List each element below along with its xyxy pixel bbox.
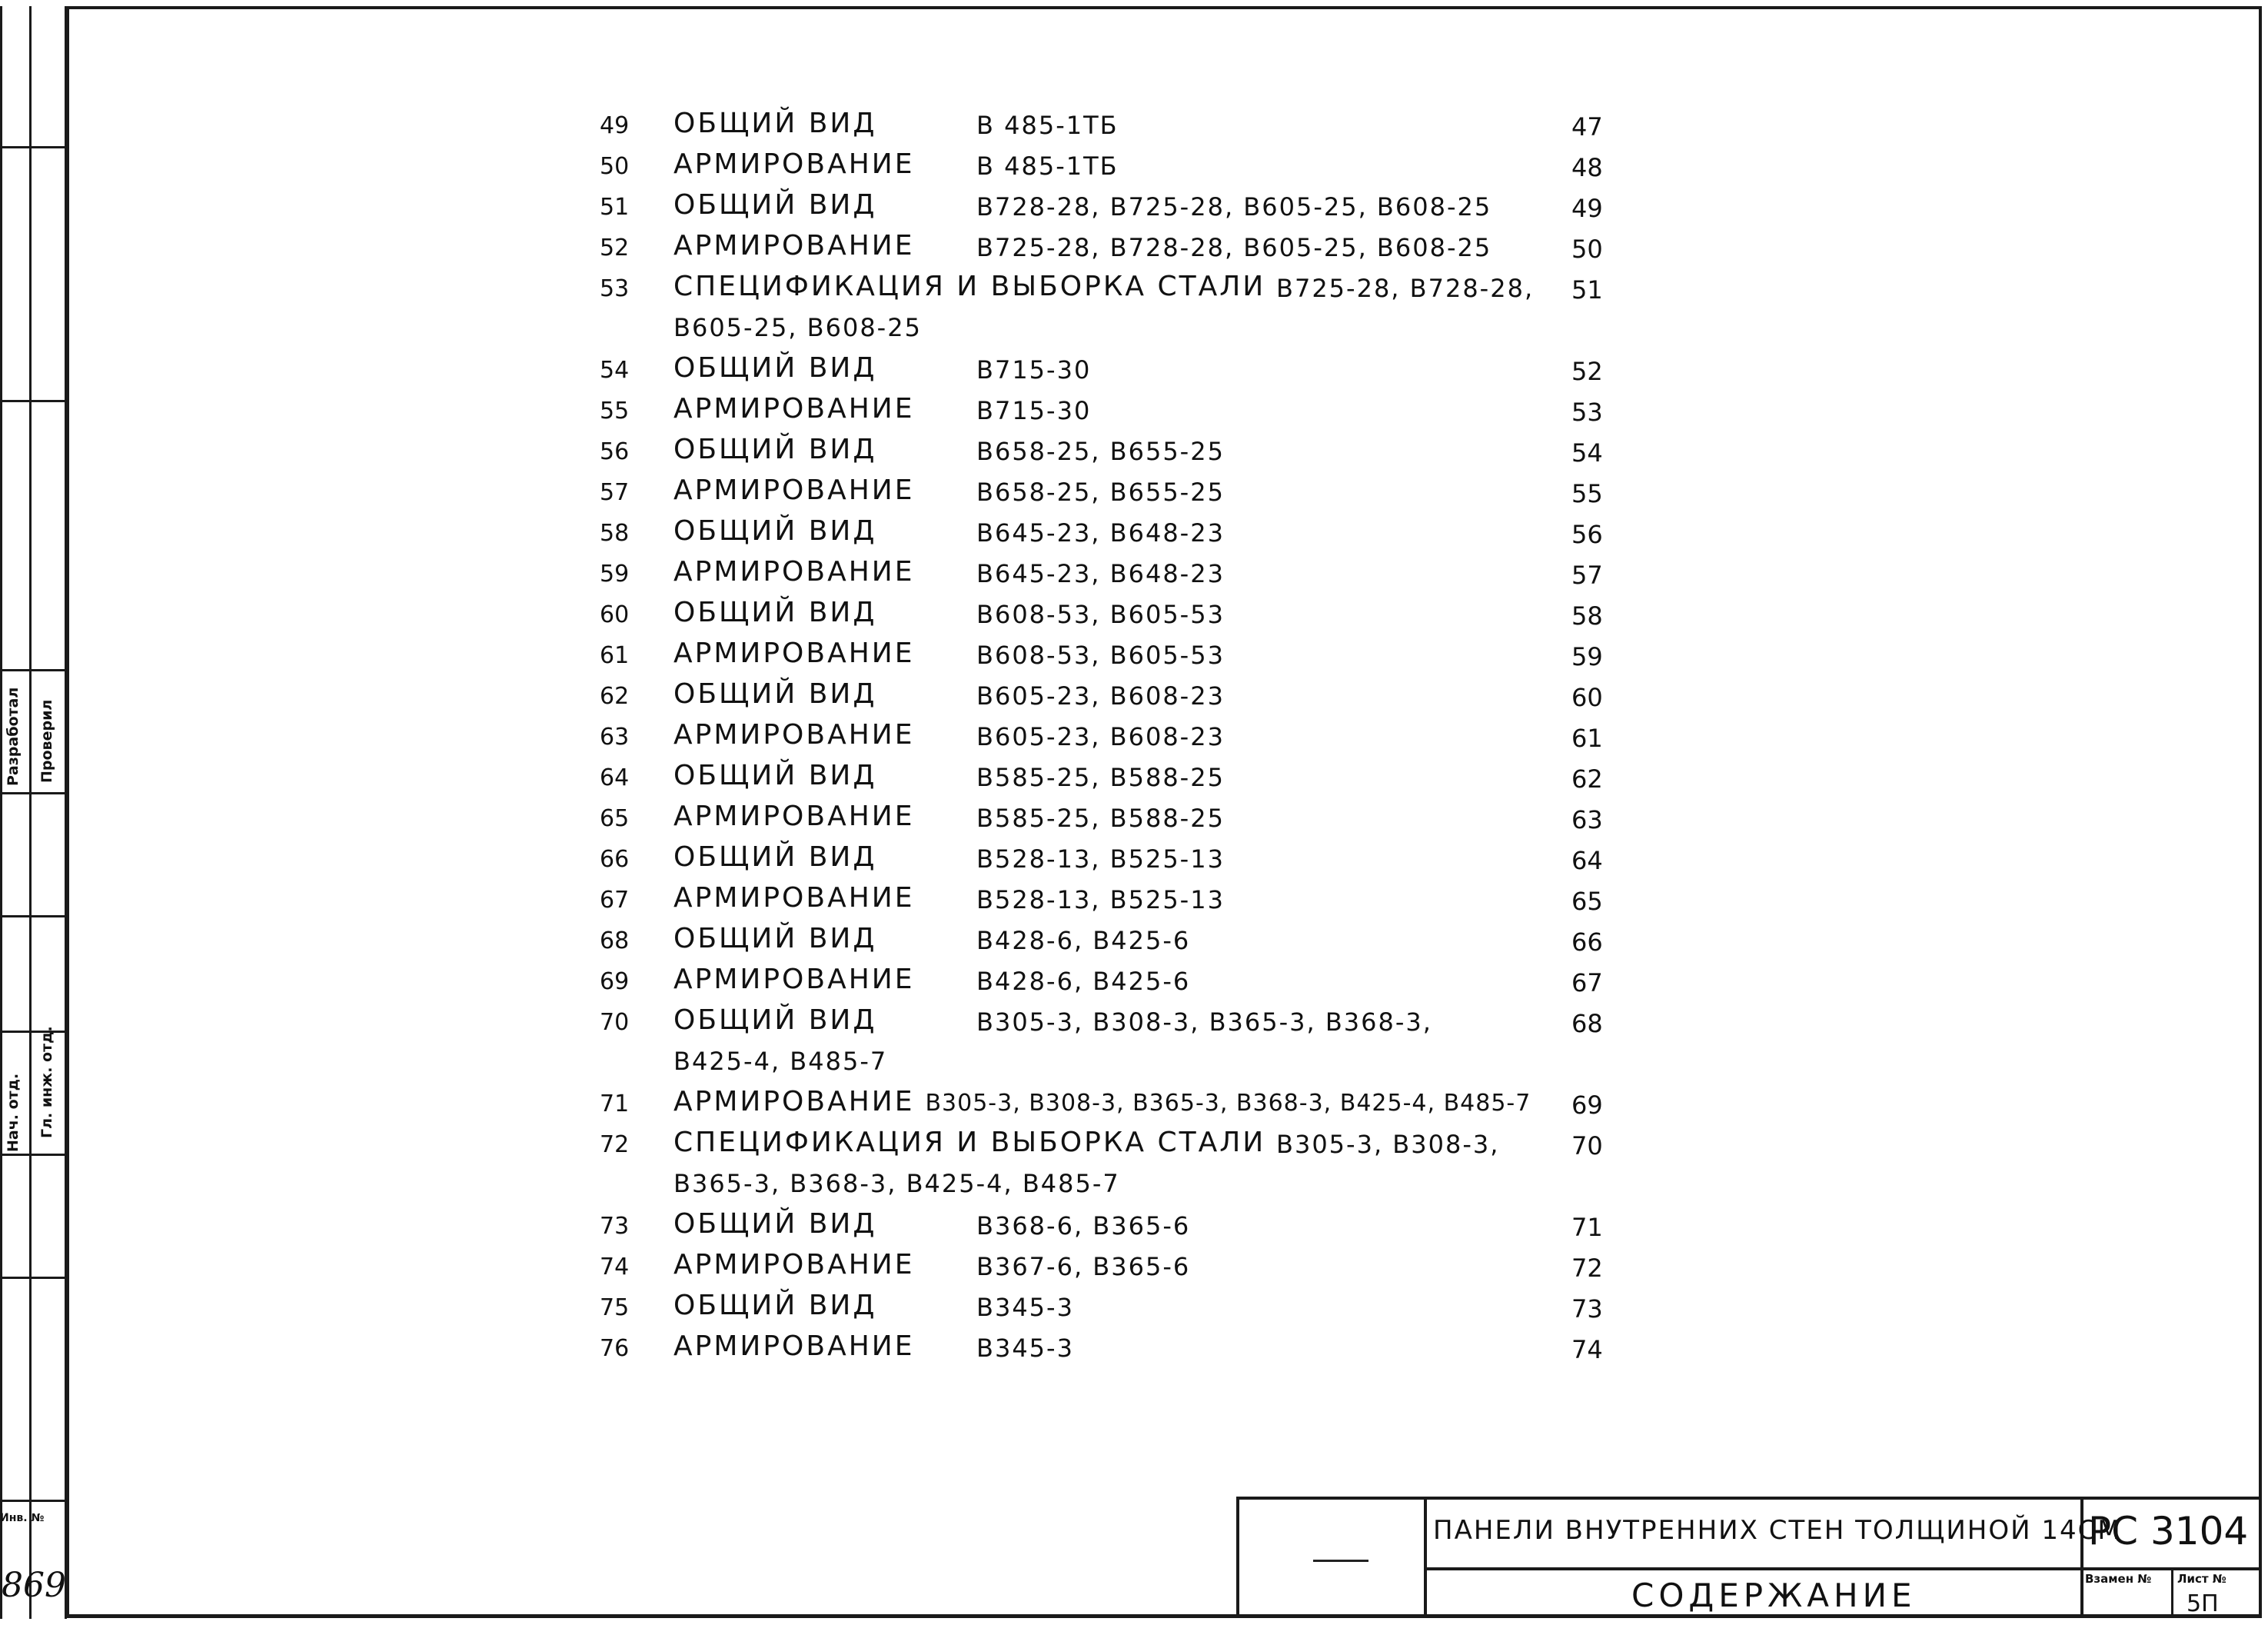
item-page: 58: [1571, 601, 1603, 631]
item-number: 73: [600, 1213, 630, 1240]
title-block-title: ПАНЕЛИ ВНУТРЕННИХ СТЕН ТОЛЩИНОЙ 14СМ: [1433, 1515, 2122, 1546]
strip-border-outer: [0, 6, 2, 1619]
item-title: АРМИРОВАНИЕ: [673, 964, 915, 995]
item-number: 53: [600, 275, 630, 302]
strip-rule: [0, 915, 66, 917]
item-title: ОБЩИЙ ВИД: [673, 1004, 877, 1036]
strip-label-chief-engineer: Гл. инж. отд.: [38, 1026, 55, 1138]
item-number: 50: [600, 153, 630, 180]
item-page: 55: [1571, 479, 1603, 508]
item-title: АРМИРОВАНИЕ: [673, 801, 915, 832]
item-codes: В428-6, В425-6: [976, 926, 1191, 955]
item-codes: В608-53, В605-53: [976, 641, 1225, 670]
item-page: 54: [1571, 438, 1603, 468]
contents-row: [600, 148, 1630, 189]
item-number: 59: [600, 561, 630, 588]
item-title: СПЕЦИФИКАЦИЯ И ВЫБОРКА СТАЛИ: [673, 1127, 1266, 1158]
contents-row: [600, 719, 1630, 760]
item-title: АРМИРОВАНИЕ: [673, 148, 915, 180]
item-page: 48: [1571, 153, 1603, 182]
contents-row: [600, 841, 1630, 882]
item-number: 67: [600, 887, 630, 914]
item-page: 68: [1571, 1009, 1603, 1038]
contents-row: [600, 1330, 1630, 1371]
item-number: 56: [600, 438, 630, 465]
title-block-divider: [1424, 1567, 2262, 1570]
item-page: 57: [1571, 561, 1603, 590]
item-codes: В367-6, В365-6: [976, 1252, 1191, 1281]
item-codes-continuation: В365-3, В368-3, В425-4, В485-7: [673, 1169, 1120, 1198]
item-codes: В428-6, В425-6: [976, 967, 1191, 996]
item-page: 67: [1571, 968, 1603, 997]
strip-rule: [0, 669, 66, 671]
title-block-divider: [1424, 1500, 1427, 1618]
item-codes: В608-53, В605-53: [976, 600, 1225, 629]
contents-row: [600, 1208, 1630, 1249]
item-page: 56: [1571, 520, 1603, 549]
item-codes: В 485-1ТБ: [976, 111, 1119, 140]
item-codes: В605-23, В608-23: [976, 681, 1225, 711]
title-block-code: РС 3104: [2088, 1509, 2249, 1553]
item-number: 55: [600, 398, 630, 425]
strip-inventory-number: 869: [2, 1566, 66, 1605]
item-number: 58: [600, 520, 630, 547]
strip-rule: [0, 1154, 66, 1156]
item-page: 52: [1571, 357, 1603, 386]
contents-row: [600, 882, 1630, 923]
item-title-line: [673, 1086, 1531, 1117]
item-page: 71: [1571, 1213, 1603, 1242]
item-codes: В305-3, В308-3, В365-3, В368-3,: [976, 1007, 1432, 1037]
title-block-dash: [1313, 1560, 1368, 1562]
item-page: 64: [1571, 846, 1603, 875]
item-title: ОБЩИЙ ВИД: [673, 515, 877, 547]
contents-row: [600, 597, 1630, 638]
item-number: 65: [600, 805, 630, 832]
item-number: 70: [600, 1009, 630, 1036]
item-title: АРМИРОВАНИЕ: [673, 1086, 915, 1117]
item-codes: В715-30: [976, 396, 1092, 425]
title-block-divider: [2171, 1567, 2173, 1618]
contents-row: [600, 515, 1630, 556]
item-number: 71: [600, 1091, 630, 1117]
title-block: [1236, 1497, 2262, 1618]
title-block-sheet-number: 5П: [2187, 1590, 2219, 1617]
item-codes: В528-13, В525-13: [976, 885, 1225, 914]
item-page: 59: [1571, 642, 1603, 671]
title-block-replaces-label: Взамен №: [2085, 1572, 2152, 1586]
strip-rule: [0, 1277, 66, 1279]
item-codes-continuation: В425-4, В485-7: [673, 1047, 888, 1076]
item-title: ОБЩИЙ ВИД: [673, 434, 877, 465]
item-codes: В605-23, В608-23: [976, 722, 1225, 751]
contents-row: [600, 1086, 1630, 1127]
item-number: 66: [600, 846, 630, 873]
item-title: ОБЩИЙ ВИД: [673, 841, 877, 873]
item-codes: В528-13, В525-13: [976, 844, 1225, 874]
item-codes: В345-3: [976, 1293, 1074, 1322]
contents-row: [600, 393, 1630, 434]
item-title: АРМИРОВАНИЕ: [673, 556, 915, 588]
item-number: 69: [600, 968, 630, 995]
strip-rule: [0, 400, 66, 402]
item-codes: В728-28, В725-28, В605-25, В608-25: [976, 192, 1492, 221]
strip-rule: [0, 1500, 66, 1502]
item-number: 57: [600, 479, 630, 506]
item-title: АРМИРОВАНИЕ: [673, 475, 915, 506]
contents-row: [600, 475, 1630, 515]
item-page: 63: [1571, 805, 1603, 834]
item-page: 70: [1571, 1131, 1603, 1160]
strip-label-dept-head: Нач. отд.: [5, 1073, 22, 1152]
item-codes: В725-28, В728-28, В605-25, В608-25: [976, 233, 1492, 262]
item-title: ОБЩИЙ ВИД: [673, 1208, 877, 1240]
strip-rule: [0, 792, 66, 794]
item-page: 72: [1571, 1254, 1603, 1283]
item-page: 74: [1571, 1335, 1603, 1364]
contents-row: [600, 638, 1630, 678]
item-page: 65: [1571, 887, 1603, 916]
item-codes: В 485-1ТБ: [976, 152, 1119, 181]
item-page: 49: [1571, 194, 1603, 223]
strip-label-checker: Проверил: [38, 699, 55, 783]
strip-rule: [0, 146, 66, 148]
item-title: АРМИРОВАНИЕ: [673, 1249, 915, 1280]
item-page: 66: [1571, 927, 1603, 957]
strip-label-developer: Разработал: [5, 687, 22, 786]
item-number: 52: [600, 235, 630, 261]
item-page: 53: [1571, 398, 1603, 427]
contents-row: [600, 230, 1630, 271]
item-page: 51: [1571, 275, 1603, 305]
item-title: АРМИРОВАНИЕ: [673, 393, 915, 425]
item-page: 73: [1571, 1294, 1603, 1324]
item-codes: В645-23, В648-23: [976, 518, 1225, 548]
item-codes: В305-3, В308-3, В365-3, В368-3, В425-4, В485-7: [925, 1090, 1531, 1117]
contents-row: [600, 1127, 1630, 1208]
contents-row: [600, 352, 1630, 393]
item-title: ОБЩИЙ ВИД: [673, 189, 877, 221]
contents-row: [600, 556, 1630, 597]
item-number: 72: [600, 1131, 630, 1158]
item-page: 62: [1571, 764, 1603, 794]
item-title: АРМИРОВАНИЕ: [673, 719, 915, 751]
item-title: СПЕЦИФИКАЦИЯ И ВЫБОРКА СТАЛИ: [673, 271, 1266, 302]
contents-row: [600, 760, 1630, 801]
title-block-subtitle: СОДЕРЖАНИЕ: [1631, 1577, 1917, 1614]
item-title: ОБЩИЙ ВИД: [673, 108, 877, 139]
contents-row: [600, 801, 1630, 841]
item-number: 63: [600, 724, 630, 751]
item-page: 50: [1571, 235, 1603, 264]
item-codes: В345-3: [976, 1334, 1074, 1363]
item-number: 62: [600, 683, 630, 710]
strip-inventory-label: Инв. №: [0, 1512, 45, 1524]
item-number: 74: [600, 1254, 630, 1280]
item-number: 49: [600, 112, 630, 139]
contents-row: [600, 189, 1630, 230]
item-number: 64: [600, 764, 630, 791]
item-number: 60: [600, 601, 630, 628]
item-number: 68: [600, 927, 630, 954]
item-title: ОБЩИЙ ВИД: [673, 597, 877, 628]
item-title: ОБЩИЙ ВИД: [673, 352, 877, 384]
item-title: АРМИРОВАНИЕ: [673, 882, 915, 914]
item-codes: В305-3, В308-3,: [1276, 1130, 1500, 1159]
contents-row: [600, 1249, 1630, 1290]
item-number: 61: [600, 642, 630, 669]
contents-row: [600, 1004, 1630, 1086]
contents-row: [600, 271, 1630, 352]
item-codes: В715-30: [976, 355, 1092, 385]
item-codes-continuation: В605-25, В608-25: [673, 313, 922, 342]
contents-row: [600, 108, 1630, 148]
item-title: ОБЩИЙ ВИД: [673, 923, 877, 954]
contents-list: [600, 108, 1630, 1371]
item-codes: В368-6, В365-6: [976, 1211, 1191, 1240]
item-codes: В645-23, В648-23: [976, 559, 1225, 588]
item-number: 76: [600, 1335, 630, 1362]
item-codes: В585-25, В588-25: [976, 804, 1225, 833]
item-codes: В585-25, В588-25: [976, 763, 1225, 792]
item-title: АРМИРОВАНИЕ: [673, 230, 915, 261]
title-block-sheet-label: Лист №: [2177, 1572, 2226, 1586]
item-number: 51: [600, 194, 630, 221]
item-page: 47: [1571, 112, 1603, 142]
item-title: ОБЩИЙ ВИД: [673, 678, 877, 710]
strip-rule: [0, 1031, 66, 1033]
item-page: 60: [1571, 683, 1603, 712]
contents-row: [600, 1290, 1630, 1330]
strip-divider: [29, 6, 32, 1619]
contents-row: [600, 923, 1630, 964]
contents-row: [600, 964, 1630, 1004]
item-title: АРМИРОВАНИЕ: [673, 638, 915, 669]
item-page: 69: [1571, 1091, 1603, 1120]
item-codes: В725-28, В728-28,: [1276, 274, 1535, 303]
item-title: ОБЩИЙ ВИД: [673, 760, 877, 791]
item-number: 75: [600, 1294, 630, 1321]
item-codes: В658-25, В655-25: [976, 478, 1225, 507]
item-title: АРМИРОВАНИЕ: [673, 1330, 915, 1362]
item-page: 61: [1571, 724, 1603, 753]
item-codes: В658-25, В655-25: [976, 437, 1225, 466]
item-title: ОБЩИЙ ВИД: [673, 1290, 877, 1321]
contents-row: [600, 678, 1630, 719]
contents-row: [600, 434, 1630, 475]
item-number: 54: [600, 357, 630, 384]
